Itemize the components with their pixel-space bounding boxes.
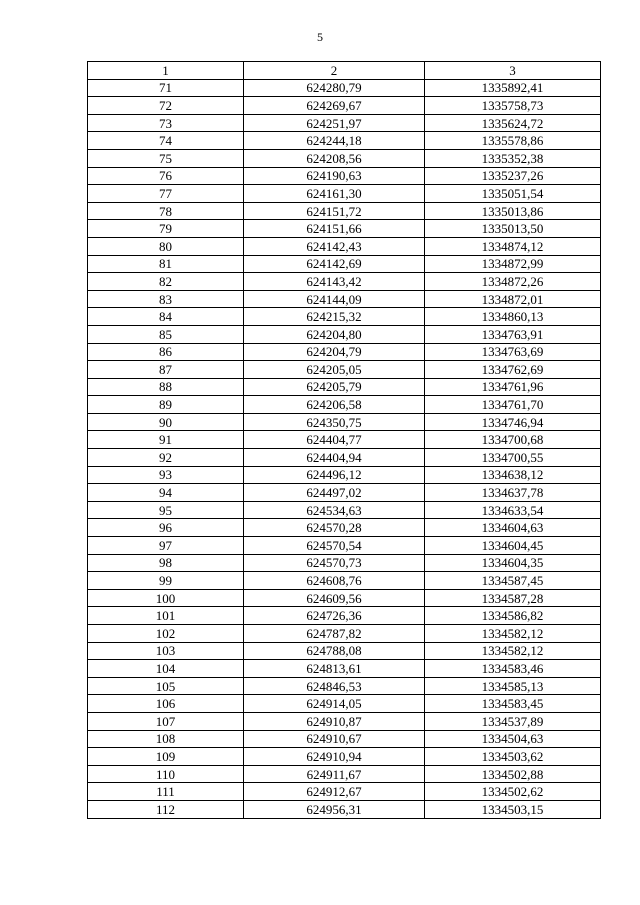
point-number-cell: 98 — [88, 554, 244, 572]
x-coordinate-cell: 624608,76 — [244, 572, 425, 590]
table-row — [88, 343, 601, 361]
y-coordinate-cell: 1334583,45 — [425, 695, 601, 713]
x-coordinate-cell: 624956,31 — [244, 800, 425, 818]
table-row — [88, 642, 601, 660]
x-coordinate-cell: 624205,79 — [244, 378, 425, 396]
point-number-cell: 93 — [88, 466, 244, 484]
y-coordinate-cell: 1334583,46 — [425, 660, 601, 678]
point-number-cell: 71 — [88, 79, 244, 97]
x-coordinate-cell: 624142,69 — [244, 255, 425, 273]
y-coordinate-cell: 1334762,69 — [425, 361, 601, 379]
y-coordinate-cell: 1335624,72 — [425, 114, 601, 132]
y-coordinate-cell: 1335013,50 — [425, 220, 601, 238]
table-row — [88, 712, 601, 730]
table-row — [88, 255, 601, 273]
x-coordinate-cell: 624910,67 — [244, 730, 425, 748]
table-row — [88, 484, 601, 502]
y-coordinate-cell: 1334860,13 — [425, 308, 601, 326]
point-number-cell: 100 — [88, 589, 244, 607]
table-row — [88, 625, 601, 643]
point-number-cell: 86 — [88, 343, 244, 361]
x-coordinate-cell: 624570,28 — [244, 519, 425, 537]
y-coordinate-cell: 1334761,96 — [425, 378, 601, 396]
x-coordinate-cell: 624496,12 — [244, 466, 425, 484]
point-number-cell: 99 — [88, 572, 244, 590]
point-number-cell: 78 — [88, 202, 244, 220]
table-row — [88, 396, 601, 414]
point-number-cell: 103 — [88, 642, 244, 660]
table-row — [88, 572, 601, 590]
column-header: 3 — [425, 62, 601, 80]
y-coordinate-cell: 1334872,99 — [425, 255, 601, 273]
x-coordinate-cell: 624161,30 — [244, 185, 425, 203]
point-number-cell: 90 — [88, 413, 244, 431]
point-number-cell: 96 — [88, 519, 244, 537]
point-number-cell: 88 — [88, 378, 244, 396]
point-number-cell: 77 — [88, 185, 244, 203]
y-coordinate-cell: 1334582,12 — [425, 625, 601, 643]
x-coordinate-cell: 624846,53 — [244, 677, 425, 695]
column-header: 2 — [244, 62, 425, 80]
table-row — [88, 378, 601, 396]
x-coordinate-cell: 624609,56 — [244, 589, 425, 607]
x-coordinate-cell: 624244,18 — [244, 132, 425, 150]
y-coordinate-cell: 1334502,88 — [425, 765, 601, 783]
y-coordinate-cell: 1334587,45 — [425, 572, 601, 590]
y-coordinate-cell: 1334582,12 — [425, 642, 601, 660]
point-number-cell: 101 — [88, 607, 244, 625]
x-coordinate-cell: 624726,36 — [244, 607, 425, 625]
y-coordinate-cell: 1335013,86 — [425, 202, 601, 220]
point-number-cell: 74 — [88, 132, 244, 150]
y-coordinate-cell: 1334604,45 — [425, 537, 601, 555]
point-number-cell: 105 — [88, 677, 244, 695]
x-coordinate-cell: 624204,80 — [244, 325, 425, 343]
point-number-cell: 95 — [88, 501, 244, 519]
table-row — [88, 519, 601, 537]
y-coordinate-cell: 1335352,38 — [425, 149, 601, 167]
y-coordinate-cell: 1334637,78 — [425, 484, 601, 502]
y-coordinate-cell: 1335758,73 — [425, 97, 601, 115]
point-number-cell: 84 — [88, 308, 244, 326]
x-coordinate-cell: 624910,94 — [244, 748, 425, 766]
table-row — [88, 132, 601, 150]
table-row — [88, 149, 601, 167]
table-row — [88, 167, 601, 185]
x-coordinate-cell: 624151,66 — [244, 220, 425, 238]
column-header: 1 — [88, 62, 244, 80]
x-coordinate-cell: 624404,77 — [244, 431, 425, 449]
point-number-cell: 81 — [88, 255, 244, 273]
y-coordinate-cell: 1334763,91 — [425, 325, 601, 343]
x-coordinate-cell: 624788,08 — [244, 642, 425, 660]
point-number-cell: 109 — [88, 748, 244, 766]
x-coordinate-cell: 624350,75 — [244, 413, 425, 431]
x-coordinate-cell: 624151,72 — [244, 202, 425, 220]
point-number-cell: 106 — [88, 695, 244, 713]
table-row — [88, 431, 601, 449]
x-coordinate-cell: 624280,79 — [244, 79, 425, 97]
point-number-cell: 82 — [88, 273, 244, 291]
point-number-cell: 92 — [88, 449, 244, 467]
x-coordinate-cell: 624914,05 — [244, 695, 425, 713]
y-coordinate-cell: 1334604,63 — [425, 519, 601, 537]
y-coordinate-cell: 1334874,12 — [425, 237, 601, 255]
y-coordinate-cell: 1334502,62 — [425, 783, 601, 801]
table-row — [88, 589, 601, 607]
table-row — [88, 783, 601, 801]
point-number-cell: 104 — [88, 660, 244, 678]
table-row — [88, 290, 601, 308]
y-coordinate-cell: 1335892,41 — [425, 79, 601, 97]
y-coordinate-cell: 1335578,86 — [425, 132, 601, 150]
y-coordinate-cell: 1334503,15 — [425, 800, 601, 818]
y-coordinate-cell: 1334503,62 — [425, 748, 601, 766]
y-coordinate-cell: 1334633,54 — [425, 501, 601, 519]
x-coordinate-cell: 624497,02 — [244, 484, 425, 502]
y-coordinate-cell: 1334746,94 — [425, 413, 601, 431]
y-coordinate-cell: 1334537,89 — [425, 712, 601, 730]
table-header-row — [88, 62, 601, 80]
x-coordinate-cell: 624142,43 — [244, 237, 425, 255]
table-row — [88, 325, 601, 343]
point-number-cell: 87 — [88, 361, 244, 379]
table-row — [88, 466, 601, 484]
x-coordinate-cell: 624205,05 — [244, 361, 425, 379]
x-coordinate-cell: 624570,54 — [244, 537, 425, 555]
table-row — [88, 607, 601, 625]
point-number-cell: 110 — [88, 765, 244, 783]
point-number-cell: 111 — [88, 783, 244, 801]
point-number-cell: 76 — [88, 167, 244, 185]
point-number-cell: 97 — [88, 537, 244, 555]
point-number-cell: 112 — [88, 800, 244, 818]
table-row — [88, 449, 601, 467]
point-number-cell: 73 — [88, 114, 244, 132]
y-coordinate-cell: 1334700,55 — [425, 449, 601, 467]
x-coordinate-cell: 624813,61 — [244, 660, 425, 678]
table-row — [88, 97, 601, 115]
y-coordinate-cell: 1334585,13 — [425, 677, 601, 695]
point-number-cell: 102 — [88, 625, 244, 643]
y-coordinate-cell: 1335237,26 — [425, 167, 601, 185]
table-row — [88, 554, 601, 572]
table-row — [88, 765, 601, 783]
y-coordinate-cell: 1334763,69 — [425, 343, 601, 361]
table-row — [88, 695, 601, 713]
x-coordinate-cell: 624570,73 — [244, 554, 425, 572]
y-coordinate-cell: 1334504,63 — [425, 730, 601, 748]
y-coordinate-cell: 1334604,35 — [425, 554, 601, 572]
table-row — [88, 800, 601, 818]
x-coordinate-cell: 624251,97 — [244, 114, 425, 132]
x-coordinate-cell: 624204,79 — [244, 343, 425, 361]
table-row — [88, 677, 601, 695]
table-row — [88, 237, 601, 255]
x-coordinate-cell: 624534,63 — [244, 501, 425, 519]
y-coordinate-cell: 1334587,28 — [425, 589, 601, 607]
table-row — [88, 273, 601, 291]
x-coordinate-cell: 624190,63 — [244, 167, 425, 185]
y-coordinate-cell: 1335051,54 — [425, 185, 601, 203]
y-coordinate-cell: 1334872,01 — [425, 290, 601, 308]
x-coordinate-cell: 624269,67 — [244, 97, 425, 115]
point-number-cell: 72 — [88, 97, 244, 115]
x-coordinate-cell: 624208,56 — [244, 149, 425, 167]
page-number: 5 — [317, 30, 323, 44]
x-coordinate-cell: 624404,94 — [244, 449, 425, 467]
point-number-cell: 85 — [88, 325, 244, 343]
point-number-cell: 80 — [88, 237, 244, 255]
table-row — [88, 537, 601, 555]
table-row — [88, 413, 601, 431]
x-coordinate-cell: 624143,42 — [244, 273, 425, 291]
table-row — [88, 501, 601, 519]
point-number-cell: 91 — [88, 431, 244, 449]
x-coordinate-cell: 624911,67 — [244, 765, 425, 783]
table-row — [88, 79, 601, 97]
y-coordinate-cell: 1334700,68 — [425, 431, 601, 449]
point-number-cell: 94 — [88, 484, 244, 502]
point-number-cell: 83 — [88, 290, 244, 308]
x-coordinate-cell: 624912,67 — [244, 783, 425, 801]
point-number-cell: 107 — [88, 712, 244, 730]
table-row — [88, 114, 601, 132]
point-number-cell: 89 — [88, 396, 244, 414]
table-row — [88, 202, 601, 220]
point-number-cell: 108 — [88, 730, 244, 748]
table-row — [88, 220, 601, 238]
table-row — [88, 185, 601, 203]
table-row — [88, 308, 601, 326]
point-number-cell: 79 — [88, 220, 244, 238]
y-coordinate-cell: 1334586,82 — [425, 607, 601, 625]
x-coordinate-cell: 624206,58 — [244, 396, 425, 414]
table-row — [88, 730, 601, 748]
table-row — [88, 660, 601, 678]
table-body — [88, 79, 601, 818]
y-coordinate-cell: 1334638,12 — [425, 466, 601, 484]
x-coordinate-cell: 624910,87 — [244, 712, 425, 730]
table-row — [88, 361, 601, 379]
y-coordinate-cell: 1334872,26 — [425, 273, 601, 291]
x-coordinate-cell: 624787,82 — [244, 625, 425, 643]
x-coordinate-cell: 624215,32 — [244, 308, 425, 326]
table-row — [88, 748, 601, 766]
x-coordinate-cell: 624144,09 — [244, 290, 425, 308]
y-coordinate-cell: 1334761,70 — [425, 396, 601, 414]
point-number-cell: 75 — [88, 149, 244, 167]
coordinates-table — [87, 61, 601, 819]
